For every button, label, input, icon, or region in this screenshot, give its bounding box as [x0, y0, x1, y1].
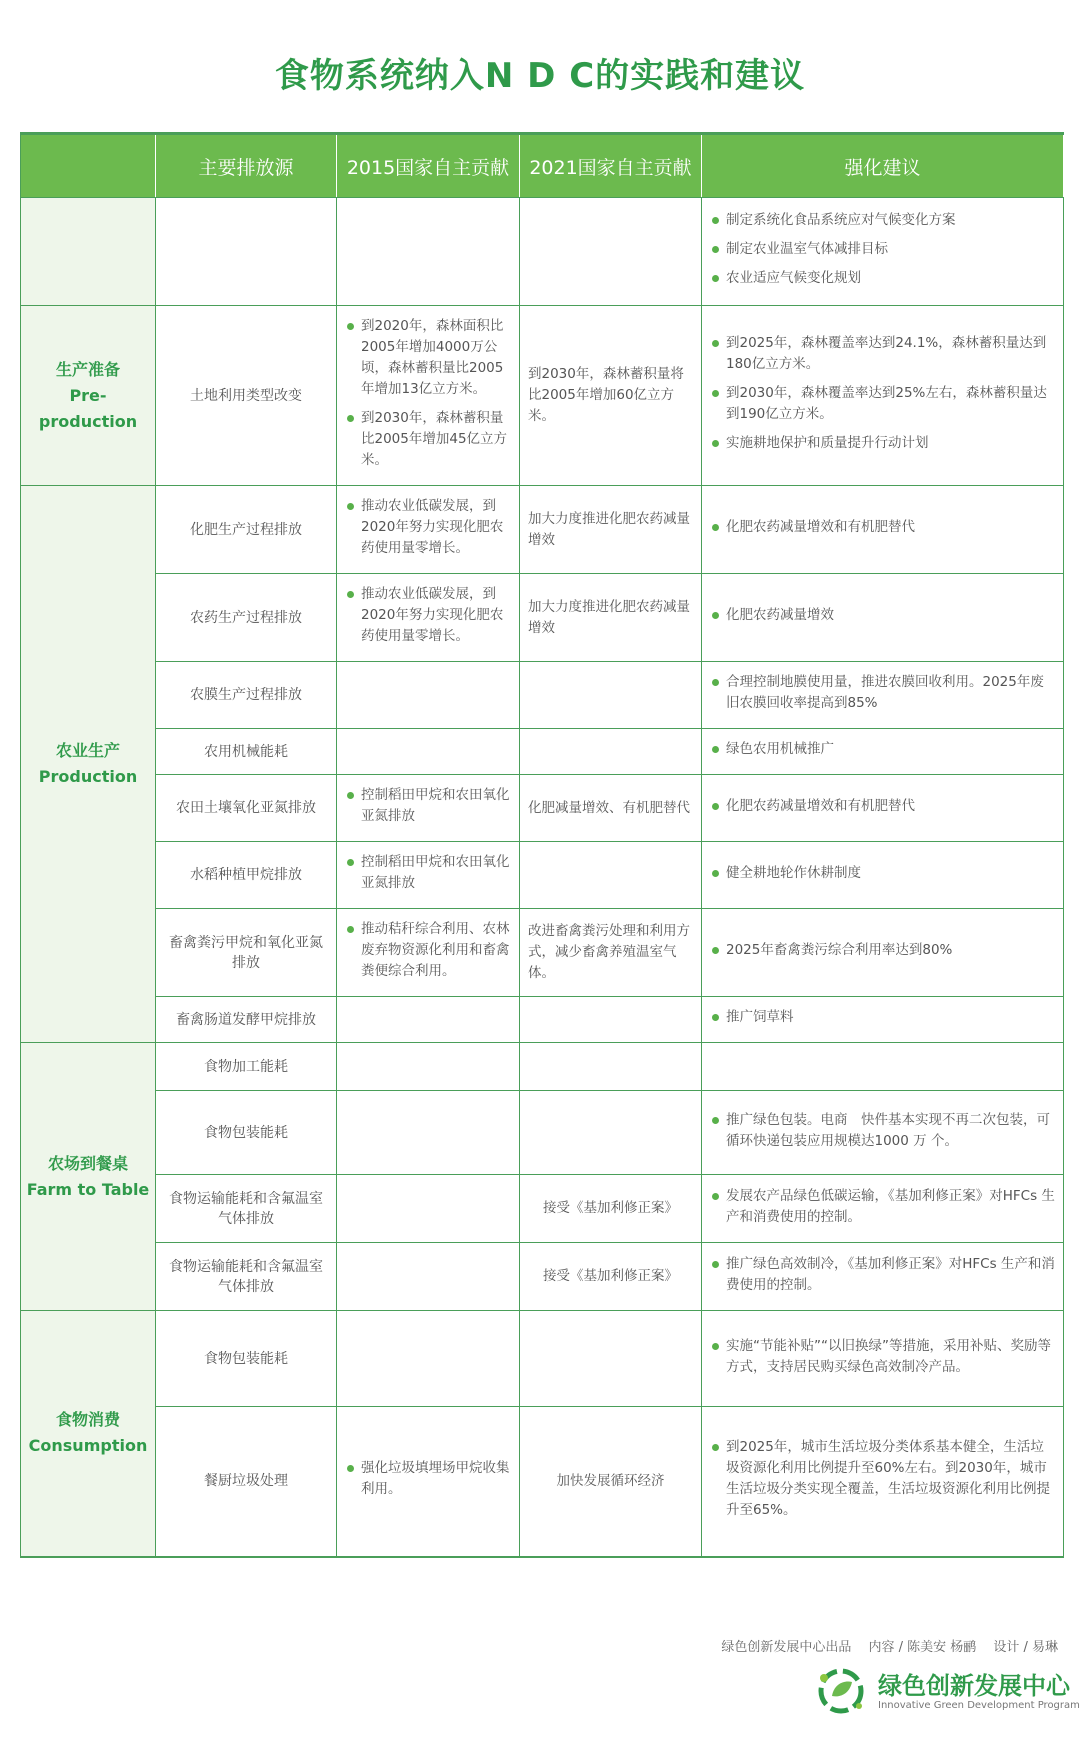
ndc2015-item: 到2020年，森林面积比2005年增加4000万公顷，森林蓄积量比2005年增加13亿立方米。	[345, 316, 511, 400]
table-row	[21, 574, 1064, 662]
header-ndc-2021: 2021国家自主贡献	[520, 134, 702, 198]
ndc2021-cell	[520, 1091, 702, 1175]
source-cell: 农膜生产过程排放	[156, 662, 337, 729]
table-row	[21, 1091, 1064, 1175]
stage-cell-empty	[21, 198, 156, 306]
suggestion-cell	[702, 574, 1064, 662]
suggestion-item: 到2025年，城市生活垃圾分类体系基本健全，生活垃圾资源化利用比例提升至60%左右。到2030年，城市生活垃圾分类实现全覆盖，生活垃圾资源化利用比例提升至65%。	[710, 1437, 1055, 1521]
ndc2015-cell	[337, 729, 520, 775]
ndc2015-item: 强化垃圾填埋场甲烷收集利用。	[345, 1458, 511, 1500]
suggestion-cell	[702, 1091, 1064, 1175]
table-row	[21, 997, 1064, 1043]
ndc2021-cell: 到2030年，森林蓄积量将比2005年增加60亿立方米。	[520, 306, 702, 486]
suggestion-cell	[702, 306, 1064, 486]
source-cell: 水稻种植甲烷排放	[156, 842, 337, 909]
suggestion-item: 实施“节能补贴”“以旧换绿”等措施，采用补贴、奖励等方式，支持居民购买绿色高效制冷产品。	[710, 1336, 1055, 1378]
table-row	[21, 909, 1064, 997]
suggestion-item: 发展农产品绿色低碳运输，《基加利修正案》对HFCs 生产和消费使用的控制。	[710, 1186, 1055, 1228]
ndc2021-cell: 加快发展循环经济	[520, 1407, 702, 1557]
table-row	[21, 775, 1064, 842]
source-cell	[156, 198, 337, 306]
stage-label-cn: 食物消费	[55, 1410, 120, 1430]
stage-cell-farm-to-table	[21, 1043, 156, 1311]
suggestion-cell	[702, 1175, 1064, 1243]
stage-label-cn: 农场到餐桌	[47, 1153, 128, 1173]
leaf-circle-icon	[812, 1662, 870, 1720]
header-suggestion: 强化建议	[702, 134, 1064, 198]
ndc2021-cell	[520, 997, 702, 1043]
source-cell: 农用机械能耗	[156, 729, 337, 775]
logo-subtitle: Innovative Green Development Program	[878, 1700, 1080, 1711]
suggestion-cell	[702, 842, 1064, 909]
source-cell: 食物运输能耗和含氟温室气体排放	[156, 1243, 337, 1311]
suggestion-cell	[702, 1407, 1064, 1557]
table-row	[21, 729, 1064, 775]
suggestion-item: 推广绿色高效制冷，《基加利修正案》对HFCs 生产和消费使用的控制。	[710, 1254, 1055, 1296]
source-cell: 农田土壤氧化亚氮排放	[156, 775, 337, 842]
suggestion-cell	[702, 729, 1064, 775]
suggestion-item: 健全耕地轮作休耕制度	[710, 863, 1055, 884]
ndc2021-cell: 改进畜禽粪污处理和利用方式，减少畜禽养殖温室气体。	[520, 909, 702, 997]
suggestion-cell	[702, 486, 1064, 574]
ndc2015-cell	[337, 775, 520, 842]
source-cell: 食物包装能耗	[156, 1311, 337, 1407]
suggestion-item: 合理控制地膜使用量，推进农膜回收利用。2025年废旧农膜回收率提高到85%	[710, 672, 1055, 714]
ndc2015-cell	[337, 1175, 520, 1243]
table-row	[21, 1175, 1064, 1243]
suggestion-item: 到2025年，森林覆盖率达到24.1%，森林蓄积量达到180亿立方米。	[710, 333, 1055, 375]
ndc2015-cell	[337, 842, 520, 909]
suggestion-item: 化肥农药减量增效	[710, 605, 1055, 626]
suggestion-cell	[702, 198, 1064, 306]
suggestion-cell	[702, 662, 1064, 729]
header-ndc-2015: 2015国家自主贡献	[337, 134, 520, 198]
ndc2015-cell	[337, 1243, 520, 1311]
suggestion-item: 实施耕地保护和质量提升行动计划	[710, 433, 1055, 454]
ndc2015-cell	[337, 1091, 520, 1175]
ndc2021-cell: 接受《基加利修正案》	[520, 1175, 702, 1243]
suggestion-item: 制定农业温室气体减排目标	[710, 239, 1055, 260]
ndc2021-cell: 接受《基加利修正案》	[520, 1243, 702, 1311]
ndc2015-cell	[337, 1043, 520, 1091]
table-row	[21, 1311, 1064, 1407]
ndc2015-cell	[337, 997, 520, 1043]
source-cell: 化肥生产过程排放	[156, 486, 337, 574]
organization-logo	[812, 1662, 1080, 1722]
suggestion-cell	[702, 775, 1064, 842]
header-source: 主要排放源	[156, 134, 337, 198]
stage-label-en: Pre-production	[38, 385, 138, 431]
source-cell: 食物包装能耗	[156, 1091, 337, 1175]
ndc2021-cell	[520, 198, 702, 306]
ndc2015-item: 控制稻田甲烷和农田氧化亚氮排放	[345, 785, 511, 827]
source-cell: 畜禽粪污甲烷和氧化亚氮排放	[156, 909, 337, 997]
page-title: 食物系统纳入N D C的实践和建议	[274, 56, 806, 96]
table-row	[21, 198, 1064, 306]
suggestion-item: 农业适应气候变化规划	[710, 268, 1055, 289]
source-cell: 土地利用类型改变	[156, 306, 337, 486]
table-row	[21, 1243, 1064, 1311]
table-row	[21, 662, 1064, 729]
ndc2021-cell: 加大力度推进化肥农药减量增效	[520, 574, 702, 662]
table-row	[21, 306, 1064, 486]
suggestion-cell	[702, 997, 1064, 1043]
suggestion-cell	[702, 1243, 1064, 1311]
logo-name: 绿色创新发展中心	[878, 1672, 1070, 1700]
stage-cell-pre-production	[21, 306, 156, 486]
stage-label-cn: 生产准备	[55, 359, 120, 379]
stage-label-en: Production	[38, 767, 138, 786]
suggestion-item: 制定系统化食品系统应对气候变化方案	[710, 210, 1055, 231]
ndc2021-cell	[520, 1311, 702, 1407]
stage-label-en: Farm to Table	[26, 1179, 150, 1199]
suggestion-item: 化肥农药减量增效和有机肥替代	[710, 796, 1055, 817]
suggestion-item: 推广绿色包装。电商 快件基本实现不再二次包装，可循环快递包装应用规模达1000 万 个。	[710, 1110, 1055, 1152]
ndc2015-cell	[337, 1311, 520, 1407]
ndc2015-item: 推动农业低碳发展，到2020年努力实现化肥农药使用量零增长。	[345, 584, 511, 647]
ndc2015-item: 推动秸秆综合利用、农林废弃物资源化利用和畜禽粪便综合利用。	[345, 919, 511, 982]
ndc2015-item: 到2030年，森林蓄积量比2005年增加45亿立方米。	[345, 408, 511, 471]
stage-label-cn: 农业生产	[55, 741, 120, 760]
suggestion-item: 推广饲草料	[710, 1007, 1055, 1028]
table-header-row	[21, 134, 1064, 198]
stage-cell-consumption	[21, 1311, 156, 1557]
ndc2021-cell	[520, 842, 702, 909]
ndc2015-cell	[337, 198, 520, 306]
table-row	[21, 486, 1064, 574]
stage-label-en: Consumption	[28, 1436, 148, 1456]
table-row	[21, 842, 1064, 909]
source-cell: 农药生产过程排放	[156, 574, 337, 662]
ndc2015-cell	[337, 486, 520, 574]
source-cell: 食物加工能耗	[156, 1043, 337, 1091]
ndc2021-cell: 化肥减量增效、有机肥替代	[520, 775, 702, 842]
suggestion-cell	[702, 1311, 1064, 1407]
header-stage	[21, 134, 156, 198]
ndc2015-cell	[337, 1407, 520, 1557]
ndc2015-item: 推动农业低碳发展，到2020年努力实现化肥农药使用量零增长。	[345, 496, 511, 559]
suggestion-item: 绿色农用机械推广	[710, 739, 1055, 760]
ndc2015-cell	[337, 909, 520, 997]
ndc2021-cell	[520, 1043, 702, 1091]
suggestion-item: 到2030年，森林覆盖率达到25%左右，森林蓄积量达到190亿立方米。	[710, 383, 1055, 425]
source-cell: 食物运输能耗和含氟温室气体排放	[156, 1175, 337, 1243]
ndc2015-cell	[337, 306, 520, 486]
suggestion-item: 化肥农药减量增效和有机肥替代	[710, 517, 1055, 538]
ndc2015-cell	[337, 574, 520, 662]
ndc2015-cell	[337, 662, 520, 729]
ndc2021-cell	[520, 662, 702, 729]
table-row	[21, 1043, 1064, 1091]
source-cell: 畜禽肠道发酵甲烷排放	[156, 997, 337, 1043]
source-cell: 餐厨垃圾处理	[156, 1407, 337, 1557]
footer-credit: 绿色创新发展中心出品 内容 / 陈美安 杨鹂 设计 / 易琳	[721, 1640, 1058, 1655]
ndc2021-cell	[520, 729, 702, 775]
ndc2015-item: 控制稻田甲烷和农田氧化亚氮排放	[345, 852, 511, 894]
suggestion-cell	[702, 909, 1064, 997]
suggestion-cell	[702, 1043, 1064, 1091]
stage-cell-production	[21, 486, 156, 1043]
ndc2021-cell: 加大力度推进化肥农药减量增效	[520, 486, 702, 574]
ndc-table	[20, 132, 1064, 1558]
suggestion-item: 2025年畜禽粪污综合利用率达到80%	[710, 940, 1055, 961]
table-row	[21, 1407, 1064, 1557]
